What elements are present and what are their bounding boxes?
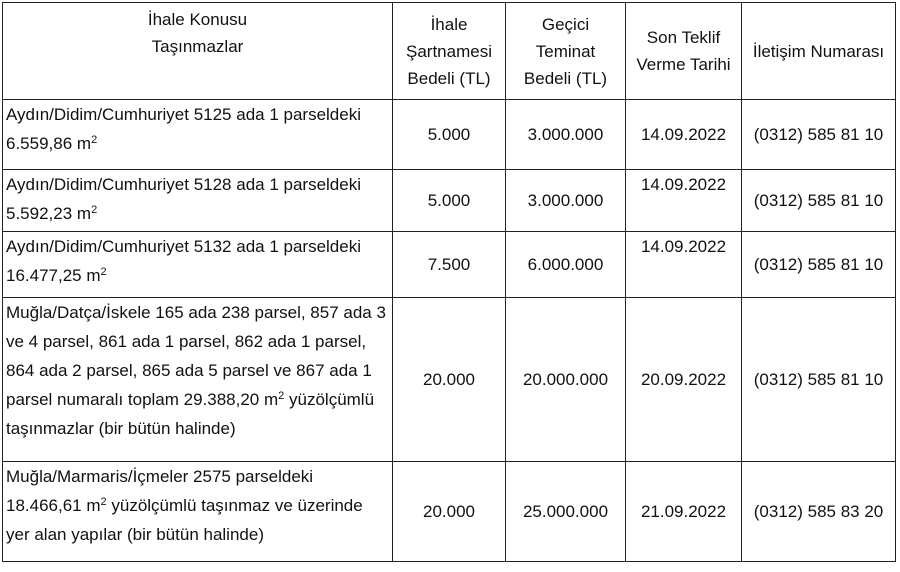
property-description-text: Muğla/Marmaris/İçmeler 2575 parseldeki 18.466,61 m [6, 467, 314, 515]
table-row [3, 462, 896, 562]
table-header-row [3, 3, 896, 100]
deposit-cell: 20.000.000 [506, 298, 626, 462]
deadline-cell: 14.09.2022 [626, 170, 742, 232]
deposit-cell: 3.000.000 [506, 100, 626, 170]
table-row [3, 232, 896, 298]
header-subject [3, 3, 393, 100]
area-unit-superscript: 2 [100, 266, 107, 278]
table-row [3, 170, 896, 232]
area-unit-superscript: 2 [100, 496, 107, 508]
property-description-text: Aydın/Didim/Cumhuriyet 5128 ada 1 parseldeki 5.592,23 m [6, 175, 361, 223]
property-description-text: Muğla/Datça/İskele 165 ada 238 parsel, 857 ada 3 ve 4 parsel, 861 ada 1 parsel, 862 ada 1 parsel, 864 ada 2 parsel, 865 ada 5 parsel ve 867 ada 1 parsel numaralı toplam 29.388,20 m [6, 303, 386, 409]
property-description [3, 232, 393, 298]
property-description-text-end: yüzölçümlü taşınmaz ve üzerinde yer alan yapılar (bir bütün halinde) [6, 496, 363, 544]
deposit-cell: 6.000.000 [506, 232, 626, 298]
area-unit-superscript: 2 [278, 390, 285, 402]
area-unit-superscript: 2 [91, 134, 98, 146]
table-row [3, 100, 896, 170]
contact-cell: (0312) 585 81 10 [742, 232, 896, 298]
property-description [3, 298, 393, 462]
contact-cell: (0312) 585 81 10 [742, 298, 896, 462]
deadline-cell: 14.09.2022 [626, 232, 742, 298]
property-description-text-end: yüzölçümlü taşınmazlar (bir bütün halinde) [6, 390, 375, 438]
deadline-cell: 20.09.2022 [626, 298, 742, 462]
contact-cell: (0312) 585 81 10 [742, 170, 896, 232]
contact-cell: (0312) 585 81 10 [742, 100, 896, 170]
contact-cell: (0312) 585 83 20 [742, 462, 896, 562]
deposit-cell: 3.000.000 [506, 170, 626, 232]
spec-fee-cell: 5.000 [393, 170, 506, 232]
spec-fee-cell: 7.500 [393, 232, 506, 298]
spec-fee-cell: 5.000 [393, 100, 506, 170]
property-description [3, 462, 393, 562]
header-deadline: Son Teklif Verme Tarihi [626, 3, 742, 100]
deadline-cell: 14.09.2022 [626, 100, 742, 170]
property-description-text: Aydın/Didim/Cumhuriyet 5132 ada 1 parseldeki 16.477,25 m [6, 237, 361, 285]
header-contact: İletişim Numarası [742, 3, 896, 100]
spec-fee-cell: 20.000 [393, 298, 506, 462]
header-spec-fee: İhale Şartnamesi Bedeli (TL) [393, 3, 506, 100]
deposit-cell: 25.000.000 [506, 462, 626, 562]
header-subject-line1: İhale Konusu [147, 10, 248, 29]
area-unit-superscript: 2 [91, 204, 98, 216]
table-row [3, 298, 896, 462]
header-subject-line2: Taşınmazlar [151, 37, 244, 56]
header-deposit: Geçici Teminat Bedeli (TL) [506, 3, 626, 100]
property-description-text: Aydın/Didim/Cumhuriyet 5125 ada 1 parseldeki 6.559,86 m [6, 105, 361, 153]
tender-table [2, 2, 896, 562]
deadline-cell: 21.09.2022 [626, 462, 742, 562]
spec-fee-cell: 20.000 [393, 462, 506, 562]
property-description [3, 170, 393, 232]
property-description [3, 100, 393, 170]
